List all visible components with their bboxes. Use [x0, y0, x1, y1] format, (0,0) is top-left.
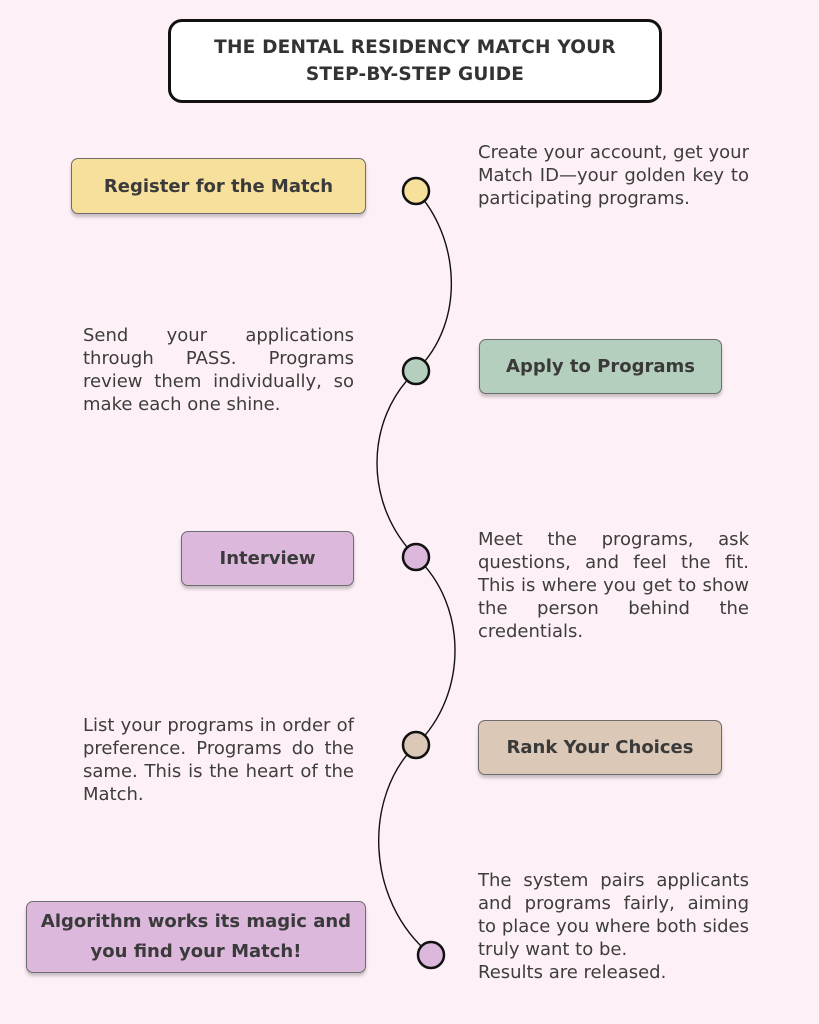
timeline-node-2 [403, 358, 429, 384]
step-match-label [41, 907, 351, 967]
title-line-1: THE DENTAL RESIDENCY MATCH YOUR [214, 37, 616, 58]
step-register-box [71, 158, 366, 214]
step-rank-text: List your programs in order of preference. Programs do the same. This is the heart of the Match. [83, 715, 354, 805]
step-match-description [478, 869, 749, 984]
timeline-node-4 [403, 732, 429, 758]
step-match-box [26, 901, 366, 973]
step-interview-description [478, 528, 749, 643]
step-match-results-text: Results are released. [478, 962, 667, 983]
title-line-2: STEP-BY-STEP GUIDE [305, 64, 525, 85]
step-interview-box [181, 531, 354, 586]
step-apply-description [83, 324, 354, 416]
timeline-node-5 [418, 942, 444, 968]
step-match-label-line-1: Algorithm works its magic and [40, 911, 352, 932]
step-register-label: Register for the Match [103, 175, 334, 197]
step-rank-box [478, 720, 722, 775]
step-interview-text: Meet the programs, ask questions, and feel the fit. This is where you get to show the person behind the credentials. [478, 529, 749, 642]
step-interview-label: Interview [219, 548, 316, 569]
step-match-label-line-2: you find your Match! [90, 941, 302, 962]
step-match-text: The system pairs applicants and programs fairly, aiming to place you where both sides truly want to be. [478, 870, 749, 960]
timeline-node-1 [403, 178, 429, 204]
timeline-curve [377, 191, 455, 955]
step-rank-label: Rank Your Choices [506, 737, 694, 758]
step-register-description [478, 141, 749, 210]
step-apply-text: Send your applications through PASS. Programs review them individually, so make each one shine. [83, 325, 354, 415]
step-register-text: Create your account, get your Match ID—your golden key to participating programs. [478, 142, 749, 209]
step-rank-description [83, 714, 354, 806]
step-apply-box [479, 339, 722, 394]
timeline-node-3 [403, 544, 429, 570]
step-apply-label: Apply to Programs [506, 356, 695, 377]
